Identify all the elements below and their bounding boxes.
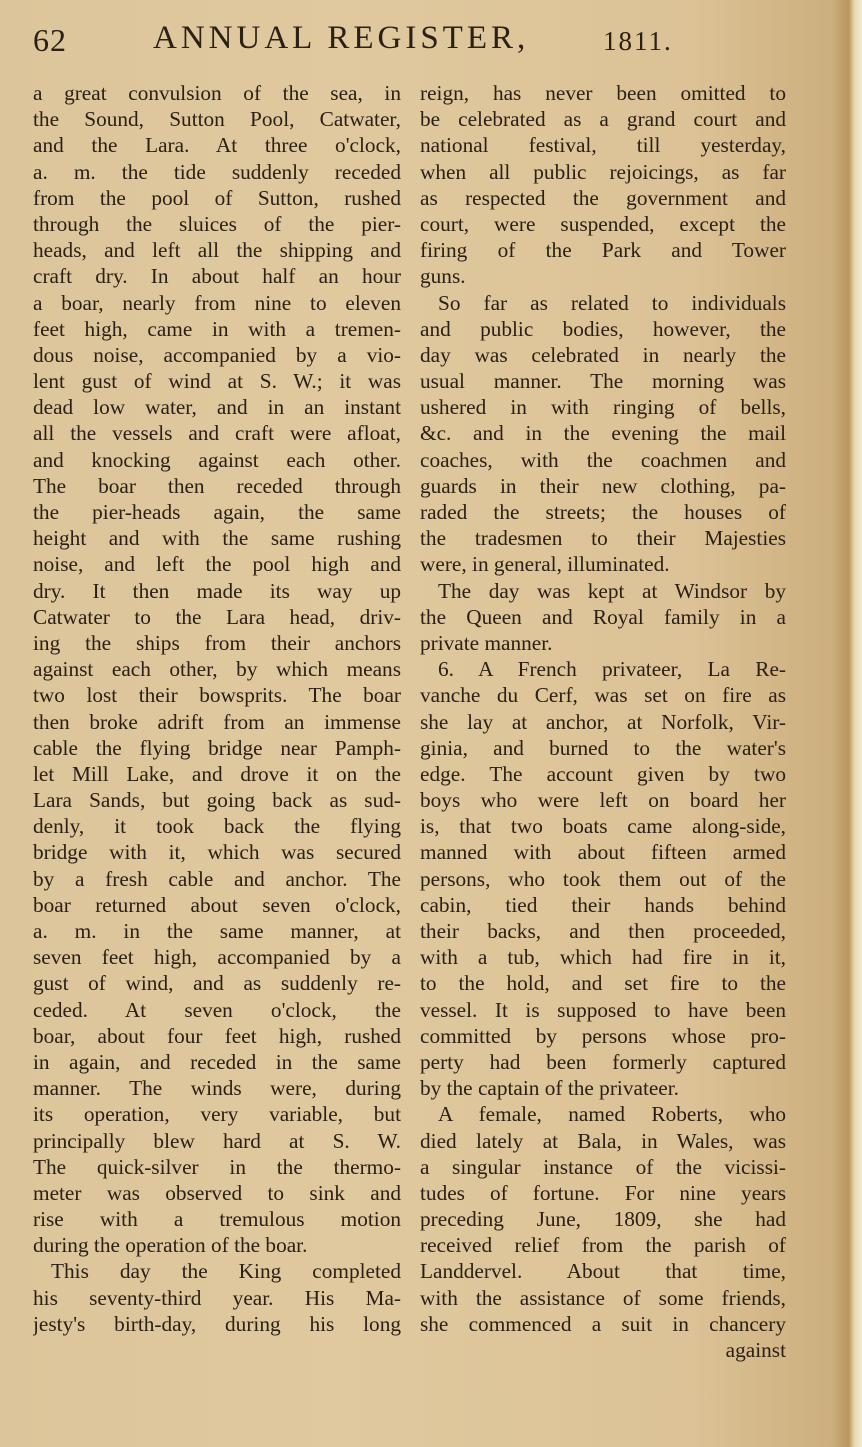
text-line: A female, named Roberts, who [438,1102,786,1127]
text-line: This day the King completed [51,1259,401,1284]
text-line: The boar then receded through [33,473,401,498]
text-line: the Sound, Sutton Pool, Catwater, [33,107,401,132]
text-line: cabin, tied their hands behind [420,892,786,917]
text-line: firing of the Park and Tower [420,238,786,263]
text-line: 6. A French privateer, La Re- [438,657,786,682]
text-line: persons, who took them out of the [420,866,786,891]
text-line: private manner. [420,630,553,655]
right-column [420,80,786,1363]
text-line: ceded. At seven o'clock, the [33,997,401,1022]
text-line: boys who were left on board her [420,788,786,813]
text-line: boar returned about seven o'clock, [33,892,401,917]
text-line: manner. The winds were, during [33,1076,401,1101]
text-line: a. m. in the same manner, at [33,919,401,943]
text-line: against each other, by which means [33,657,401,682]
text-line: perty had been formerly captured [420,1049,786,1074]
text-line: ginia, and burned to the water's [420,735,786,760]
text-line: ing the ships from their anchors [33,630,401,655]
text-line: and the Lara. At three o'clock, [33,133,401,158]
text-line: with the assistance of some friends, [420,1285,786,1310]
page-edge [832,0,862,1447]
text-line: manned with about fifteen armed [420,840,786,865]
text-line: ushered in with ringing of bells, [420,395,786,420]
text-line: noise, and left the pool high and [33,552,401,577]
text-line: usual manner. The morning was [420,369,786,394]
text-line: she lay at anchor, at Norfolk, Vir- [420,709,786,734]
text-line: cable the flying bridge near Pamph- [33,735,401,760]
text-line: its operation, very variable, but [33,1102,401,1127]
text-line: is, that two boats came along-side, [420,814,786,839]
text-line: lent gust of wind at S. W.; it was [33,369,401,394]
text-line: Lara Sands, but going back as sud- [33,788,401,813]
text-line: be celebrated as a grand court and [420,107,786,132]
text-line: So far as related to individuals [438,290,786,315]
text-line: coaches, with the coachmen and [420,447,786,472]
text-line: the tradesmen to their Majesties [420,526,786,551]
text-line: &c. and in the evening the mail [420,421,786,446]
text-line: in again, and receded in the same [33,1049,401,1074]
text-line: by the captain of the privateer. [420,1076,680,1101]
text-line: The quick-silver in the thermo- [33,1154,401,1179]
text-line: dry. It then made its way up [33,578,401,603]
text-line: denly, it took back the flying [33,814,401,839]
text-line: day was celebrated in nearly the [420,342,786,367]
text-line: a. m. the tide suddenly receded [33,159,401,184]
text-line: his seventy-third year. His Ma- [33,1285,401,1310]
header-year: 1811. [603,26,673,56]
text-line: let Mill Lake, and drove it on the [33,761,401,786]
text-line: reign, has never been omitted to [420,81,786,105]
text-line: dous noise, accompanied by a vio- [33,342,401,367]
text-line: meter was observed to sink and [33,1180,401,1205]
text-line: court, were suspended, except the [420,211,786,236]
running-header [33,18,793,58]
text-line: Catwater to the Lara head, driv- [33,604,401,629]
text-line: against [725,1338,786,1362]
text-line: a great convulsion of the sea, in [33,81,401,105]
text-line: rise with a tremulous motion [33,1207,401,1232]
text-line: from the pool of Sutton, rushed [33,185,401,210]
text-line: tudes of fortune. For nine years [420,1180,786,1205]
left-column [33,80,401,1337]
text-line: a boar, nearly from nine to eleven [33,290,401,315]
text-line: she commenced a suit in chancery [420,1311,786,1336]
text-line: feet high, came in with a tremen- [33,316,401,341]
text-line: the pier-heads again, the same [33,500,401,524]
text-line: vanche du Cerf, was set on fire as [420,683,786,708]
text-line: during the operation of the boar. [33,1233,308,1258]
text-line: their backs, and then proceeded, [420,919,786,943]
text-line: received relief from the parish of [420,1233,786,1258]
text-line: then broke adrift from an immense [33,709,401,734]
text-line: seven feet high, accompanied by a [33,945,401,970]
text-line: heads, and left all the shipping and [33,238,401,263]
text-line: craft dry. In about half an hour [33,264,401,289]
text-line: committed by persons whose pro- [420,1023,786,1048]
text-line: with a tub, which had fire in it, [420,945,786,970]
text-line: height and with the same rushing [33,526,401,551]
text-line: Landdervel. About that time, [420,1259,786,1284]
text-line: were, in general, illuminated. [420,552,670,577]
text-line: the Queen and Royal family in a [420,604,786,629]
text-line: by a fresh cable and anchor. The [33,866,401,891]
page-title: ANNUAL REGISTER, [153,20,530,56]
text-line: vessel. It is supposed to have been [420,997,786,1022]
text-line: bridge with it, which was secured [33,840,401,865]
text-line: raded the streets; the houses of [420,500,786,524]
text-line: boar, about four feet high, rushed [33,1023,401,1048]
text-line: dead low water, and in an instant [33,395,401,420]
text-line: jesty's birth-day, during his long [33,1311,401,1336]
text-line: a singular instance of the vicissi- [420,1154,786,1179]
text-line: and public bodies, however, the [420,316,786,341]
text-line: gust of wind, and as suddenly re- [33,971,401,996]
text-line: and knocking against each other. [33,447,401,472]
text-line: through the sluices of the pier- [33,211,401,236]
page-number: 62 [33,22,67,58]
text-line: guns. [420,264,466,289]
text-line: died lately at Bala, in Wales, was [420,1128,786,1153]
text-line: two lost their bowsprits. The boar [33,683,401,708]
text-line: all the vessels and craft were afloat, [33,421,401,446]
text-line: national festival, till yesterday, [420,133,786,158]
text-line: The day was kept at Windsor by [438,578,786,603]
text-line: as respected the government and [420,185,786,210]
text-line: guards in their new clothing, pa- [420,473,786,498]
text-line: preceding June, 1809, she had [420,1207,786,1232]
text-line: to the hold, and set fire to the [420,971,786,996]
text-line: edge. The account given by two [420,761,786,786]
text-line: when all public rejoicings, as far [420,159,786,184]
text-line: principally blew hard at S. W. [33,1128,401,1153]
